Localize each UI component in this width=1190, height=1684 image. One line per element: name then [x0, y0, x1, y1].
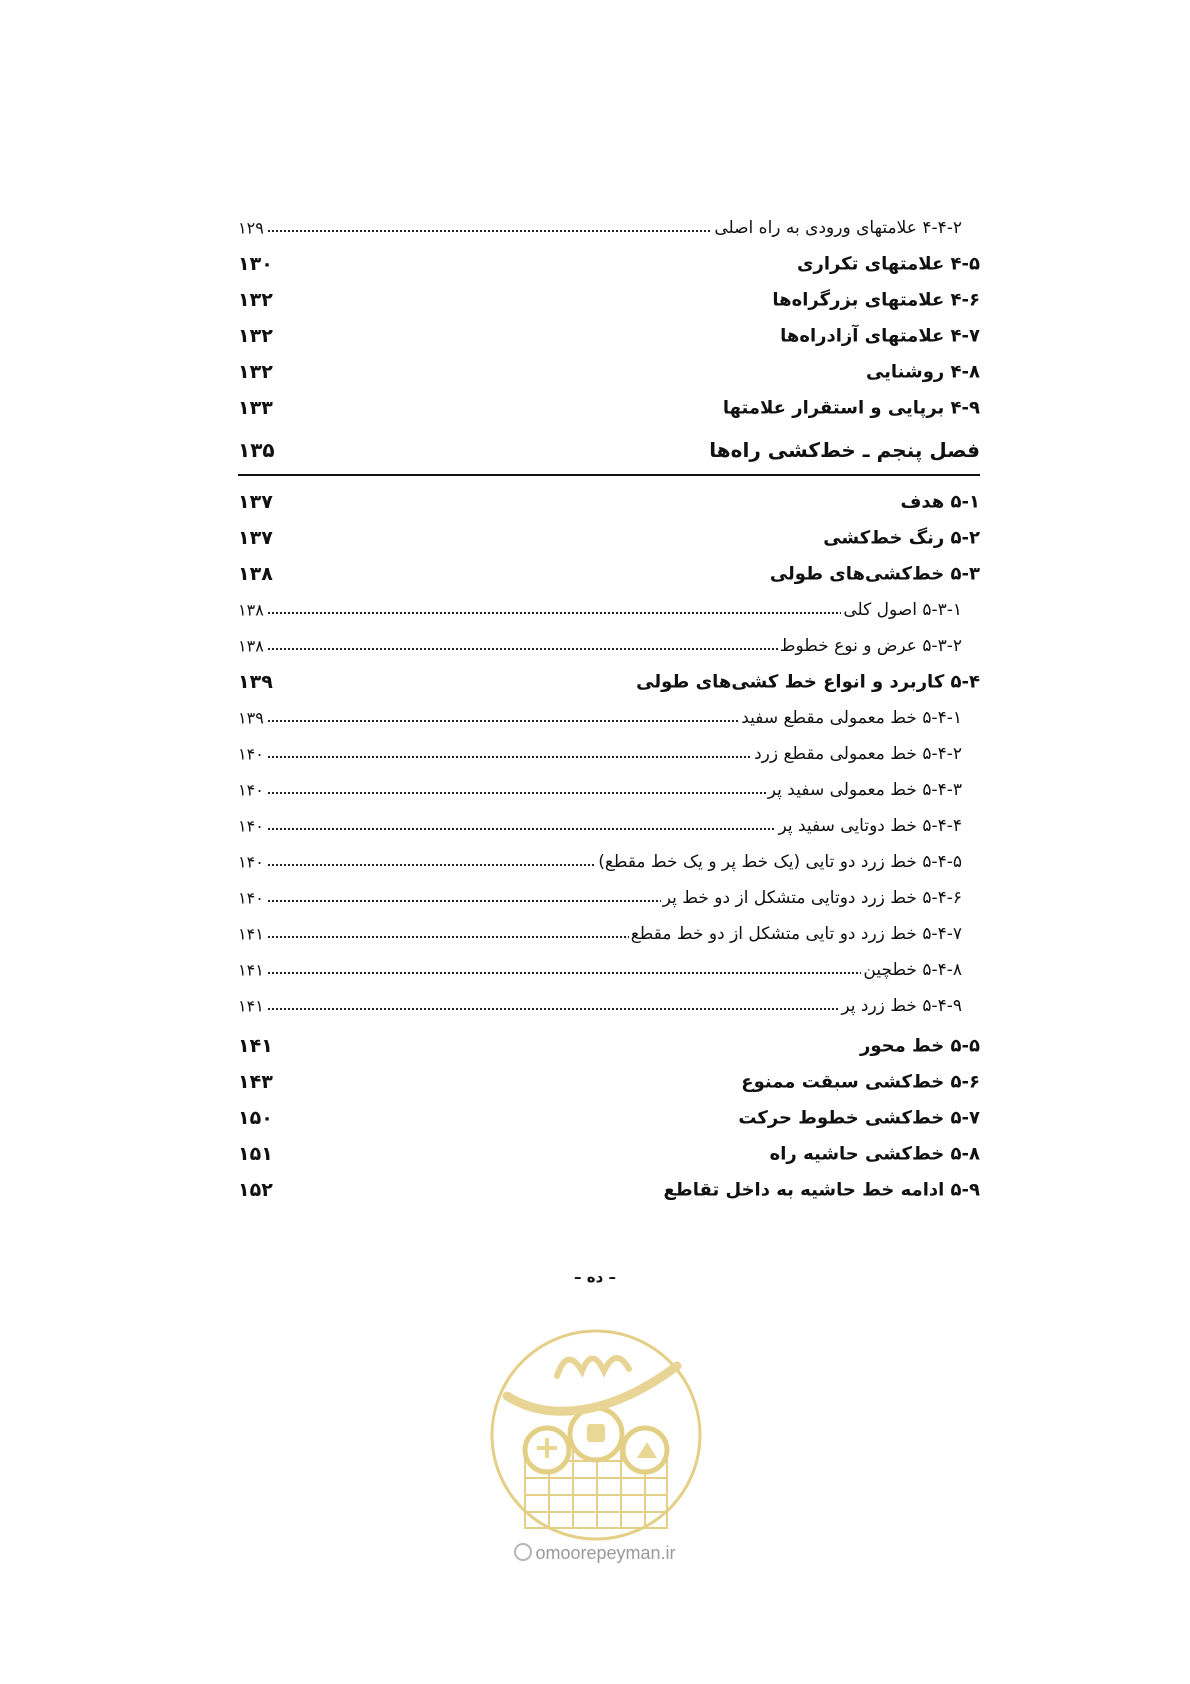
chapter-page: ۱۳۵: [238, 438, 279, 462]
watermark-url-text: omoorepeyman.ir: [535, 1543, 676, 1563]
watermark-url: [0, 1543, 1190, 1564]
toc-entry-page: ۱۳۷: [238, 527, 277, 549]
toc-entry[interactable]: [238, 628, 980, 664]
toc-entry-title: ۵-۶ خط‌کشی سبقت ممنوع: [741, 1071, 980, 1093]
toc-entry[interactable]: [238, 1064, 980, 1100]
toc-entry-title: ۵-۴-۲ خط معمولی مقطع زرد: [754, 744, 962, 764]
toc-entry[interactable]: [238, 210, 980, 246]
toc-entry-page: ۱۴۱: [238, 961, 268, 980]
toc-entry-title: ۵-۷ خط‌کشی خطوط حرکت: [738, 1107, 980, 1129]
toc-entry-title: ۵-۳-۲ عرض و نوع خطوط: [779, 636, 962, 656]
toc-entry-page: ۱۲۹: [238, 219, 268, 238]
toc-entry-page: ۱۳۷: [238, 491, 277, 513]
toc-entry-title: ۵-۲ رنگ خط‌کشی: [823, 527, 980, 549]
toc-entry-page: ۱۴۳: [238, 1071, 277, 1093]
toc-entry[interactable]: [238, 844, 980, 880]
toc-entry-title: ۵-۹ ادامه خط حاشیه به داخل تقاطع: [663, 1179, 980, 1201]
toc-entry-page: ۱۵۰: [238, 1107, 277, 1129]
toc-entry-title: ۴-۵ علامتهای تکراری: [796, 253, 980, 275]
toc-entry[interactable]: [238, 952, 980, 988]
toc-entry-page: ۱۳۸: [238, 563, 277, 585]
toc-entry[interactable]: [238, 318, 980, 354]
toc-entry[interactable]: [238, 484, 980, 520]
dot-leader: [268, 972, 950, 974]
toc-entry[interactable]: [238, 988, 980, 1024]
toc-entry-page: ۱۳۹: [238, 709, 268, 728]
toc-entry[interactable]: [238, 1172, 980, 1208]
toc-chapter-heading[interactable]: [238, 426, 980, 474]
toc-entry-title: ۵-۴-۳ خط معمولی سفید پر: [767, 780, 962, 800]
toc-entry-page: ۱۴۱: [238, 925, 268, 944]
watermark-logo-icon: [487, 1326, 705, 1544]
toc-entry-title: ۵-۸ خط‌کشی حاشیه راه: [769, 1143, 980, 1165]
toc-entry-title: ۵-۱ هدف: [900, 491, 980, 513]
chapter-divider: [238, 474, 980, 476]
toc-entry-page: ۱۴۱: [238, 1035, 277, 1057]
toc-entry-page: ۱۴۰: [238, 745, 268, 764]
toc-entry-title: ۵-۴ کاربرد و انواع خط کشی‌های طولی: [636, 671, 980, 693]
toc-entry-page: ۱۳۸: [238, 637, 268, 656]
toc-entry-page: ۱۳۲: [238, 325, 277, 347]
toc-entry[interactable]: [238, 1100, 980, 1136]
toc-entry-page: ۱۴۱: [238, 997, 268, 1016]
toc-entry-title: ۵-۵ خط محور: [860, 1035, 980, 1057]
toc-entry-title: ۵-۴-۴ خط دوتایی سفید پر: [778, 816, 962, 836]
toc-entry[interactable]: [238, 772, 980, 808]
toc-entry-page: ۱۳۰: [238, 253, 277, 275]
toc-entry-title: ۴-۹ برپایی و استقرار علامتها: [722, 397, 980, 419]
toc-entry[interactable]: [238, 736, 980, 772]
toc-entry-title: ۵-۴-۱ خط معمولی مقطع سفید: [741, 708, 962, 728]
toc-entry-title: ۴-۷ علامتهای آزادراه‌ها: [780, 325, 980, 347]
toc-entry[interactable]: [238, 246, 980, 282]
toc-entry-title: ۵-۴-۸ خطچین: [863, 960, 962, 980]
toc-entry-page: ۱۴۰: [238, 853, 268, 872]
toc-entry-title: ۵-۴-۹ خط زرد پر: [841, 996, 962, 1016]
page-number: – ده –: [574, 1268, 616, 1286]
toc-entry-page: ۱۳۲: [238, 289, 277, 311]
toc-entry[interactable]: [238, 520, 980, 556]
toc-entry-title: ۴-۸ روشنایی: [865, 361, 980, 383]
toc-entry[interactable]: [238, 880, 980, 916]
toc-entry-title: ۵-۳-۱ اصول کلی: [843, 600, 962, 620]
table-of-contents: [238, 210, 980, 1208]
toc-entry-title: ۵-۳ خط‌کشی‌های طولی: [769, 563, 980, 585]
toc-entry[interactable]: [238, 390, 980, 426]
toc-entry-page: ۱۳۳: [238, 397, 277, 419]
toc-entry[interactable]: [238, 1028, 980, 1064]
toc-entry[interactable]: [238, 808, 980, 844]
toc-entry[interactable]: [238, 664, 980, 700]
toc-entry[interactable]: [238, 354, 980, 390]
toc-entry-page: ۱۳۸: [238, 601, 268, 620]
toc-entry[interactable]: [238, 556, 980, 592]
toc-entry-page: ۱۴۰: [238, 889, 268, 908]
toc-entry-title: ۵-۴-۶ خط زرد دوتایی متشکل از دو خط پر: [662, 888, 962, 908]
toc-entry-page: ۱۴۰: [238, 817, 268, 836]
at-icon: [514, 1543, 532, 1561]
toc-entry[interactable]: [238, 916, 980, 952]
toc-entry[interactable]: [238, 592, 980, 628]
toc-entry-page: ۱۵۱: [238, 1143, 277, 1165]
toc-entry[interactable]: [238, 700, 980, 736]
toc-entry-page: ۱۳۲: [238, 361, 277, 383]
toc-entry-title: ۵-۴-۷ خط زرد دو تایی متشکل از دو خط مقطع: [630, 924, 962, 944]
toc-entry-page: ۱۳۹: [238, 671, 277, 693]
toc-entry-title: ۴-۴-۲ علامتهای ورودی به راه اصلی: [714, 218, 962, 238]
toc-entry-title: ۵-۴-۵ خط زرد دو تایی (یک خط پر و یک خط مقطع): [598, 852, 962, 872]
toc-entry[interactable]: [238, 1136, 980, 1172]
toc-entry-page: ۱۵۲: [238, 1179, 277, 1201]
toc-entry[interactable]: [238, 282, 980, 318]
chapter-title: فصل پنجم ـ خط‌کشی راه‌ها: [709, 438, 980, 462]
toc-entry-page: ۱۴۰: [238, 781, 268, 800]
toc-entry-title: ۴-۶ علامتهای بزرگراه‌ها: [772, 289, 980, 311]
